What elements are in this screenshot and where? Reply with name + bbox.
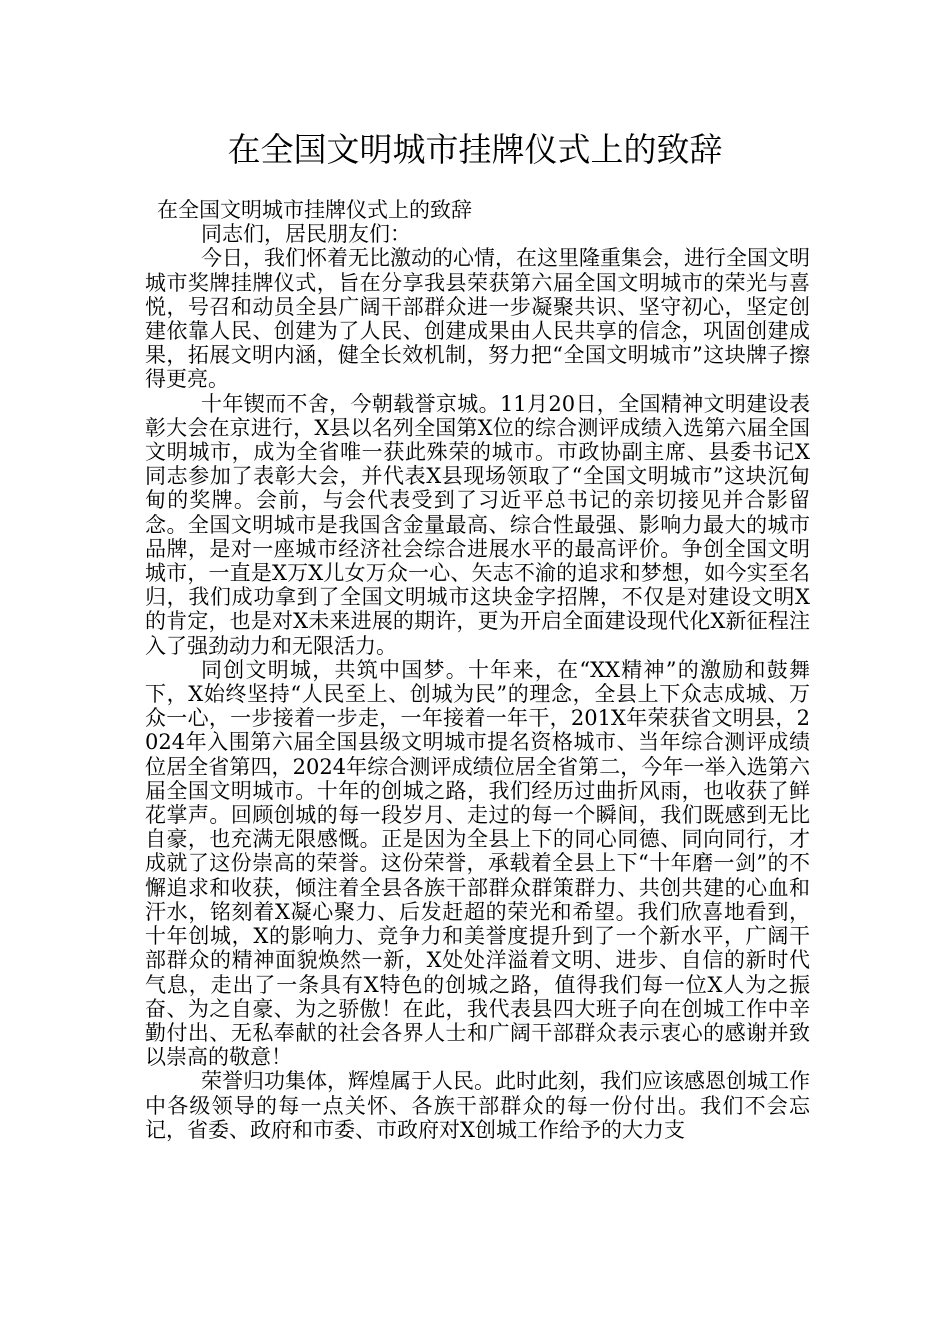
paragraph-1: 今日，我们怀着无比激动的心情，在这里隆重集会，进行全国文明城市奖牌挂牌仪式，旨在分享我县荣获第六届全国文明城市的荣光与喜悦，号召和动员全县广阔干部群众进一步凝聚共识、坚守初心，坚定创建依靠人民、创建为了人民、创建成果由人民共享的信念，巩固创建成果，拓展文明内涵，健全长效机制，努力把“全国文明城市”这块牌子擦得更亮。 bbox=[145, 246, 810, 392]
document-body bbox=[145, 198, 810, 1142]
paragraph-3: 同创文明城，共筑中国梦。十年来，在“XX精神”的激励和鼓舞下，X始终坚持“人民至上、创城为民”的理念，全县上下众志成城、万众一心，一步接着一步走，一年接着一年干，201X年荣获省文明县，2024年入围第六届全国县级文明城市提名资格城市、当年综合测评成绩位居全省第四，2024年综合测评成绩位居全省第二，今年一举入选第六届全国文明城市。十年的创城之路，我们经历过曲折风雨，也收获了鲜花掌声。回顾创城的每一段岁月、走过的每一个瞬间，我们既感到无比自豪，也充满无限感慨。正是因为全县上下的同心同德、同向同行，才成就了这份崇高的荣誉。这份荣誉，承载着全县上下“十年磨一剑”的不懈追求和收获，倾注着全县各族干部群众群策群力、共创共建的心血和汗水，铭刻着X凝心聚力、后发赶超的荣光和希望。我们欣喜地看到，十年创城，X的影响力、竞争力和美誉度提升到了一个新水平，广阔干部群众的精神面貌焕然一新，X处处洋溢着文明、进步、自信的新时代气息，走出了一条具有X特色的创城之路，值得我们每一位X人为之振奋、为之自豪、为之骄傲！在此，我代表县四大班子向在创城工作中辛勤付出、无私奉献的社会各界人士和广阔干部群众表示衷心的感谢并致以崇高的敬意！ bbox=[145, 657, 810, 1070]
paragraph-2: 十年锲而不舍，今朝载誉京城。11月20日，全国精神文明建设表彰大会在京进行，X县以名列全国第X位的综合测评成绩入选第六届全国文明城市，成为全省唯一获此殊荣的城市。市政协副主席、县委书记X同志参加了表彰大会，并代表X县现场领取了“全国文明城市”这块沉甸甸的奖牌。会前，与会代表受到了习近平总书记的亲切接见并合影留念。全国文明城市是我国含金量最高、综合性最强、影响力最大的城市品牌，是对一座城市经济社会综合进展水平的最高评价。争创全国文明城市，一直是X万X儿女万众一心、矢志不渝的追求和梦想，如今实至名归，我们成功拿到了全国文明城市这块金字招牌，不仅是对建设文明X的肯定，也是对X未来进展的期许，更为开启全面建设现代化X新征程注入了强劲动力和无限活力。 bbox=[145, 391, 810, 658]
paragraph-4: 荣誉归功集体，辉煌属于人民。此时此刻，我们应该感恩创城工作中各级领导的每一点关怀、各族干部群众的每一份付出。我们不会忘记，省委、政府和市委、市政府对X创城工作给予的大力支 bbox=[145, 1069, 810, 1142]
document-title: 在全国文明城市挂牌仪式上的致辞 bbox=[227, 130, 723, 169]
salutation: 同志们，居民朋友们： bbox=[201, 222, 411, 247]
document-subtitle: 在全国文明城市挂牌仪式上的致辞 bbox=[157, 198, 472, 222]
